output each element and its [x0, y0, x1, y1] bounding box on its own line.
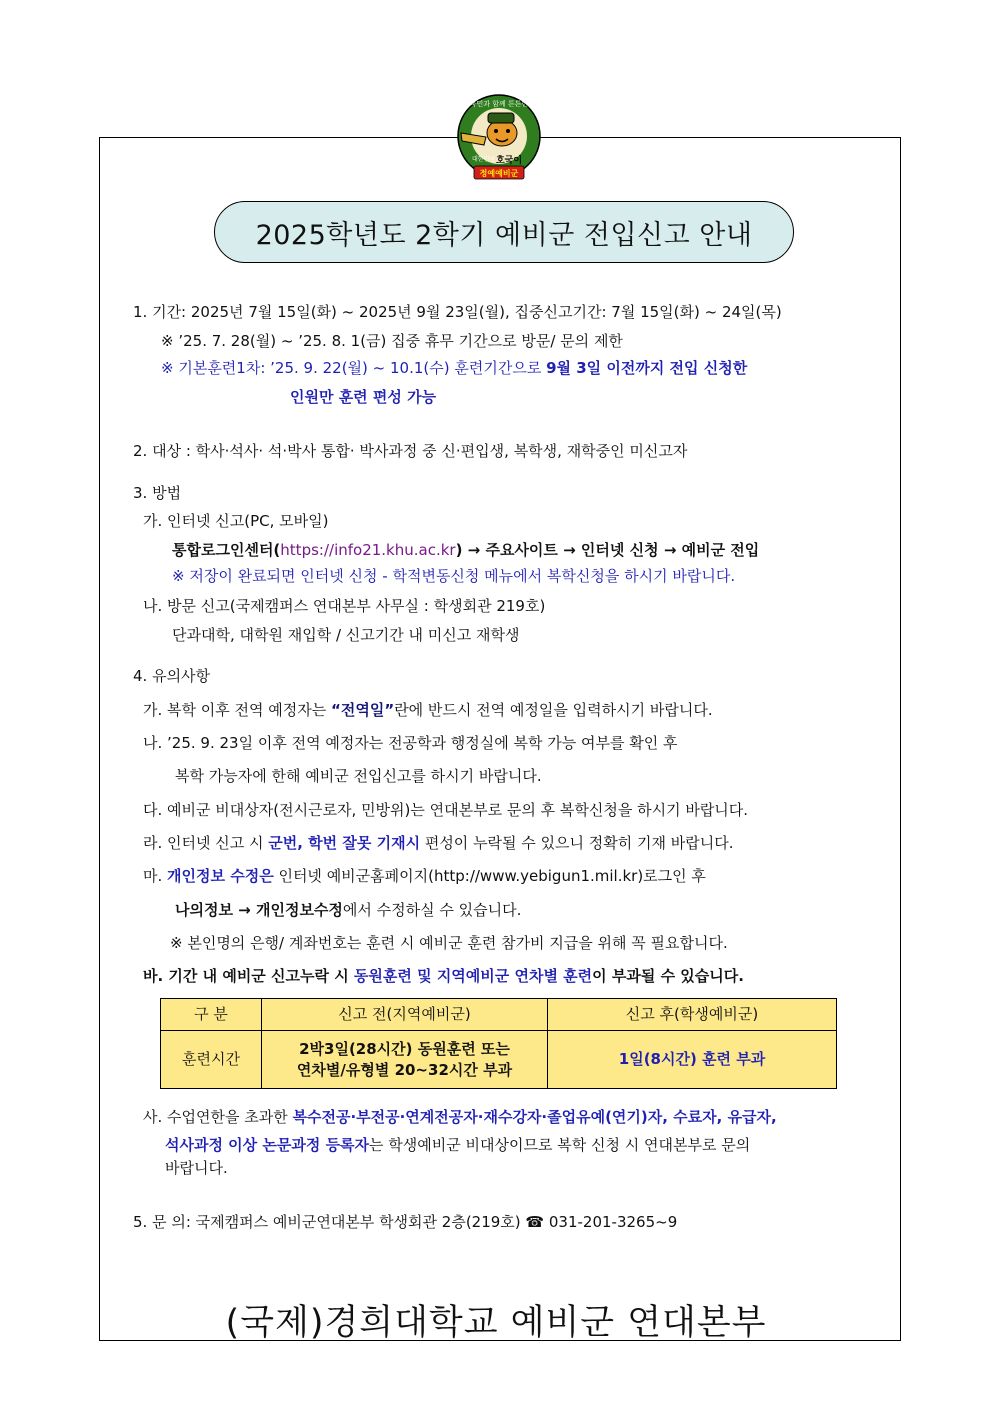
- section-period: 1. 기간: 2025년 7월 15일(화) ~ 2025년 9월 23일(월), 집중신고기간: 7월 15일(화) ~ 24일(목): [133, 303, 782, 321]
- before-line1: 2박3일(28시간) 동원훈련 또는: [299, 1039, 510, 1058]
- method-internet-note: ※ 저장이 완료되면 인터넷 신청 - 학적변동신청 메뉴에서 복학신청을 하시기 바랍니다.: [172, 567, 736, 585]
- note-da: 다. 예비군 비대상자(전시근로자, 민방위)는 연대본부로 문의 후 복학신청을 하시기 바랍니다.: [143, 801, 749, 819]
- note-ma-menu-path: 나의정보 → 개인정보수정: [175, 901, 343, 919]
- page-title: 2025학년도 2학기 예비군 전입신고 안내: [255, 219, 753, 251]
- training-note-text: ※ 기본훈련1차: ’25. 9. 22(월) ~ 10.1(수) 훈련기간으로: [161, 359, 547, 377]
- training-note-continued: 인원만 훈련 편성 가능: [290, 388, 437, 406]
- before-line2: 연차별/유형별 20~32시간 부과: [296, 1060, 513, 1079]
- note-ba-c: 이 부과될 수 있습니다.: [592, 967, 744, 985]
- method-visit-targets: 단과대학, 대학원 재입학 / 신고기간 내 미신고 재학생: [172, 626, 520, 644]
- comparison-table: [160, 998, 837, 1089]
- method-internet: 가. 인터넷 신고(PC, 모바일): [143, 512, 329, 530]
- note-sa-targets: 복수전공·부전공·연계전공자·재수강자·졸업유예(연기)자, 수료자, 유급자,: [292, 1108, 777, 1126]
- note-sa-a: 사. 수업연한을 초과한: [143, 1108, 293, 1126]
- table-cell-before: [262, 1031, 548, 1089]
- note-ma-highlight: 개인정보 수정은: [167, 867, 274, 885]
- note-sa-line2: [165, 1135, 750, 1155]
- note-sa-line1: [143, 1107, 777, 1127]
- method-visit: 나. 방문 신고(국제캠퍼스 연대본부 사무실 : 학생회관 219호): [143, 597, 546, 615]
- note-ba-a: 바. 기간 내 예비군 신고누락 시: [143, 967, 354, 985]
- path-prefix: 통합로그인센터(: [172, 541, 281, 559]
- note-ba: [143, 966, 744, 986]
- note-ga-field: “전역일”: [331, 701, 395, 719]
- table-header-before: 신고 전(지역예비군): [262, 999, 548, 1031]
- logo-side-text: 대한민국: [472, 156, 496, 163]
- path-suffix: ) → 주요사이트 → 인터넷 신청 → 예비군 전입: [455, 541, 760, 559]
- logo-name: 호국이: [495, 156, 523, 166]
- note-sa-line3: 바랍니다.: [165, 1159, 228, 1177]
- note-ga: [143, 700, 713, 720]
- period-note-training: [161, 358, 747, 378]
- note-ma: [143, 866, 706, 886]
- note-ba-training: 동원훈련 및 지역예비군 연차별 훈련: [353, 967, 593, 985]
- section-contact: 5. 문 의: 국제캠퍼스 예비군연대본부 학생회관 2층(219호) ☎ 031-201-3265~9: [133, 1213, 678, 1231]
- note-na-line1: 나. ’25. 9. 23일 이후 전역 예정자는 전공학과 행정실에 복학 가능 여부를 확인 후: [143, 734, 678, 752]
- table-header-row: [161, 999, 837, 1031]
- period-note-closure: ※ ’25. 7. 28(월) ~ ’25. 8. 1(금) 집중 휴무 기간으로 방문/ 문의 제한: [161, 332, 623, 350]
- note-ra-c: 편성이 누락될 수 있으니 정확히 기재 바랍니다.: [420, 834, 734, 852]
- note-ma-c: 인터넷 예비군홈페이지(http://www.yebigun1.mil.kr)로그인 후: [273, 867, 706, 885]
- note-ma-line2-rest: 에서 수정하실 수 있습니다.: [342, 901, 522, 919]
- reserve-forces-logo: [456, 93, 542, 185]
- note-ra-a: 라. 인터넷 신고 시: [143, 834, 269, 852]
- section-notes-heading: 4. 유의사항: [133, 667, 211, 685]
- logo-top-text: 국민과 함께 튼튼한: [469, 100, 529, 108]
- section-target: 2. 대상 : 학사·석사· 석·박사 통합· 박사과정 중 신·편입생, 복학생, 재학중인 미신고자: [133, 442, 688, 460]
- table-header-category: 구 분: [161, 999, 262, 1031]
- note-sa-thesis: 석사과정 이상 논문과정 등록자: [165, 1136, 370, 1154]
- footer-organization: (국제)경희대학교 예비군 연대본부: [225, 1303, 767, 1343]
- note-ma-bank: ※ 본인명의 은행/ 계좌번호는 훈련 시 예비군 훈련 참가비 지급을 위해 꼭 필요합니다.: [170, 934, 728, 952]
- table-row: [161, 1031, 837, 1089]
- method-internet-path: [172, 540, 759, 560]
- note-sa-line2-rest: 는 학생예비군 비대상이므로 복학 신청 시 연대본부로 문의: [369, 1136, 751, 1154]
- note-na-line2: 복학 가능자에 한해 예비군 전입신고를 하시기 바랍니다.: [175, 767, 542, 785]
- title-banner: [214, 201, 794, 263]
- note-ma-line2: [175, 900, 521, 920]
- note-ga-a: 가. 복학 이후 전역 예정자는: [143, 701, 331, 719]
- logo-band: 정예예비군: [479, 169, 519, 178]
- table-cell-label: 훈련시간: [161, 1031, 262, 1089]
- training-note-deadline: 9월 3일 이전까지 전입 신청한: [546, 359, 748, 377]
- table-cell-after: 1일(8시간) 훈련 부과: [548, 1031, 837, 1089]
- note-ma-a: 마.: [143, 867, 168, 885]
- login-center-link[interactable]: https://info21.khu.ac.kr: [280, 541, 456, 559]
- table-header-after: 신고 후(학생예비군): [548, 999, 837, 1031]
- note-ra-warning: 군번, 학번 잘못 기재시: [268, 834, 421, 852]
- section-method-heading: 3. 방법: [133, 484, 182, 502]
- note-ga-c: 란에 반드시 전역 예정일을 입력하시기 바랍니다.: [394, 701, 713, 719]
- note-ra: [143, 833, 734, 853]
